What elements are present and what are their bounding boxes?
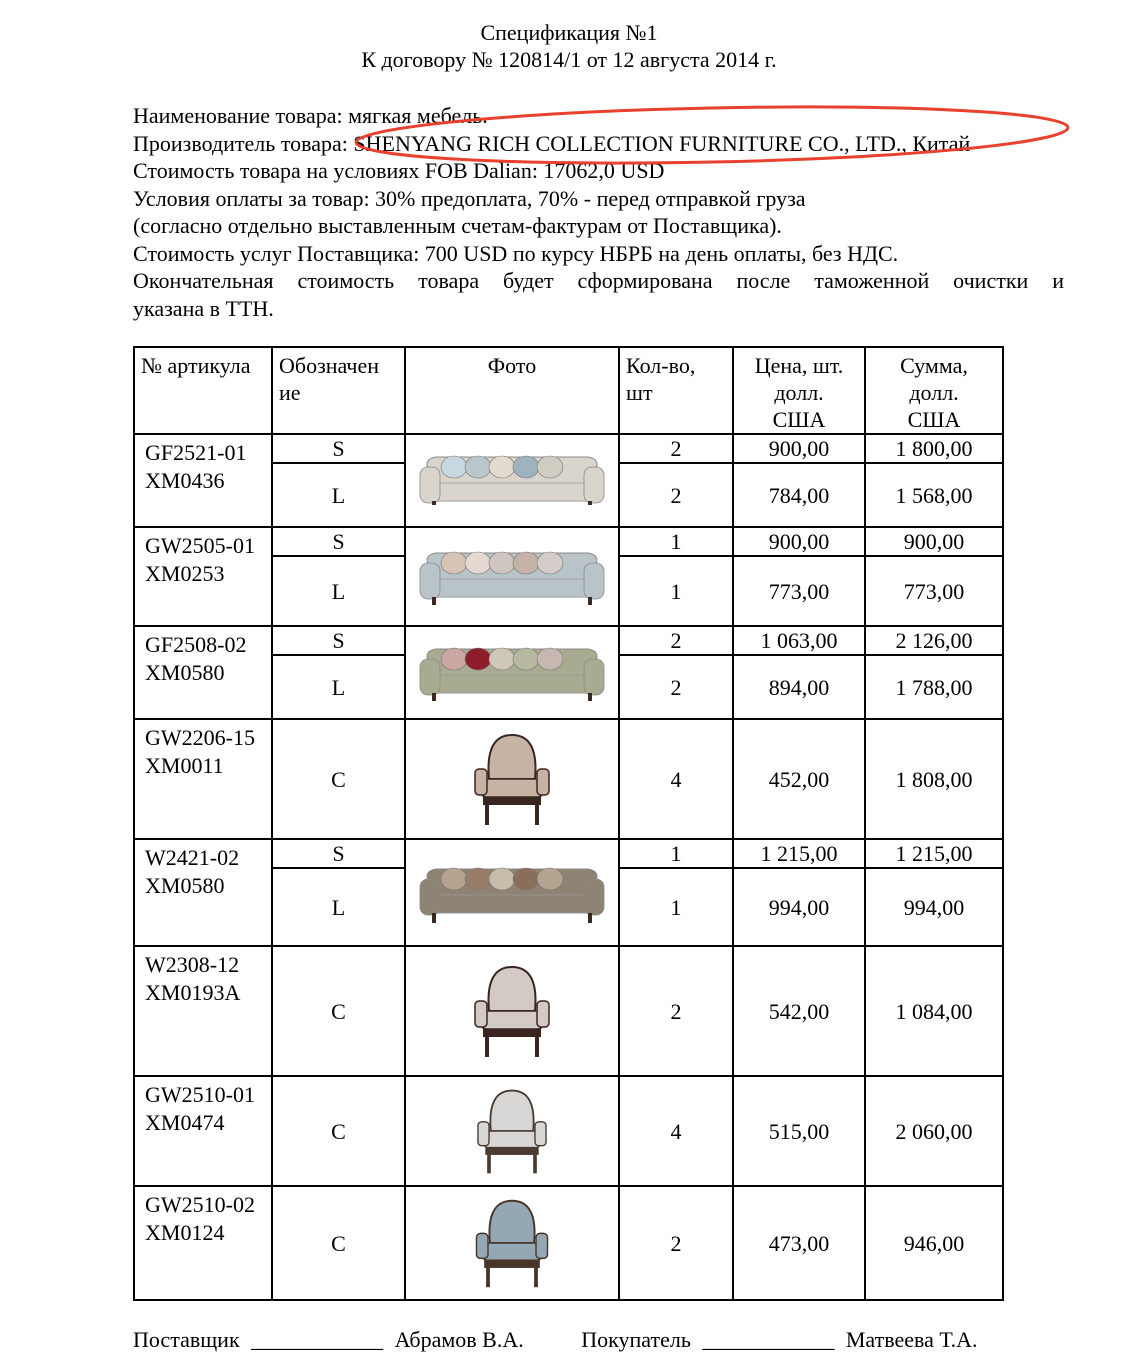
sum-cell: 2 126,00 (865, 626, 1003, 655)
article-code: GW2510-02 (145, 1192, 255, 1217)
article-cell (134, 1076, 272, 1186)
supplier-name: Абрамов В.А. (394, 1327, 524, 1352)
sum-cell: 773,00 (865, 556, 1003, 626)
designation-cell: S (272, 839, 405, 868)
specification-table (133, 346, 1004, 1301)
quantity-cell: 1 (619, 527, 733, 556)
photo-cell (405, 1186, 619, 1300)
payment-terms-line: Условия оплаты за товар: 30% предоплата, 70% - перед отправкой груза (133, 185, 806, 211)
article-model: XM0580 (145, 873, 225, 898)
article-cell (134, 626, 272, 719)
photo-cell (405, 839, 619, 946)
supplier-label: Поставщик (133, 1327, 240, 1352)
buyer-signature-line: ____________ (702, 1327, 835, 1352)
armchair-silver-icon (406, 1085, 618, 1177)
header-quantity: Кол-во, шт (619, 347, 733, 434)
sofa-blue-icon (406, 535, 618, 619)
photo-cell (405, 946, 619, 1076)
designation-cell: C (272, 1076, 405, 1186)
manufacturer-label: Производитель товара: (133, 130, 348, 156)
buyer-name: Матвеева Т.А. (845, 1327, 978, 1352)
price-cell: 773,00 (733, 556, 865, 626)
quantity-cell: 2 (619, 1186, 733, 1300)
header-article: № артикула (134, 347, 272, 434)
article-code: W2308-12 (145, 952, 240, 977)
sum-cell: 1 568,00 (865, 463, 1003, 527)
header-photo: Фото (405, 347, 619, 434)
article-cell (134, 527, 272, 626)
designation-cell: C (272, 1186, 405, 1300)
quantity-cell: 2 (619, 655, 733, 719)
armchair-striped-icon (406, 727, 618, 831)
article-code: GF2521-01 (145, 440, 247, 465)
table-row (134, 1076, 1003, 1186)
article-model: XM0474 (145, 1110, 225, 1135)
price-cell: 894,00 (733, 655, 865, 719)
quantity-cell: 2 (619, 946, 733, 1076)
photo-cell (405, 434, 619, 527)
sum-cell: 1 800,00 (865, 434, 1003, 463)
designation-cell: L (272, 655, 405, 719)
buyer-label: Покупатель (581, 1327, 691, 1352)
header-price: Цена, шт. долл. США (733, 347, 865, 434)
table-row (134, 1186, 1003, 1300)
quantity-cell: 1 (619, 556, 733, 626)
article-model: XM0253 (145, 561, 225, 586)
article-cell (134, 1186, 272, 1300)
document-title: Спецификация №1 (480, 20, 658, 45)
sum-cell: 1 808,00 (865, 719, 1003, 839)
sofa-green-icon (406, 631, 618, 715)
final-cost-line-2: указана в ТТН. (133, 295, 274, 321)
quantity-cell: 2 (619, 434, 733, 463)
price-cell: 515,00 (733, 1076, 865, 1186)
table-row (134, 626, 1003, 655)
header-sum: Сумма, долл. США (865, 347, 1003, 434)
final-cost-line: Окончательная стоимость товара будет сформирована после таможенной очистки и (133, 268, 1064, 293)
price-cell: 473,00 (733, 1186, 865, 1300)
article-model: XM0436 (145, 468, 225, 493)
article-cell (134, 839, 272, 946)
designation-cell: S (272, 527, 405, 556)
table-row (134, 527, 1003, 556)
quantity-cell: 1 (619, 839, 733, 868)
photo-cell (405, 626, 619, 719)
article-model: XM0193A (145, 980, 241, 1005)
price-cell: 452,00 (733, 719, 865, 839)
table-header-row (134, 347, 1003, 434)
product-name-line: Наименование товара: мягкая мебель. (133, 103, 488, 128)
sum-cell: 1 788,00 (865, 655, 1003, 719)
cost-line: Стоимость товара на условиях FOB Dalian: 17062,0 USD (133, 158, 665, 183)
price-cell: 900,00 (733, 527, 865, 556)
product-info (133, 102, 1064, 322)
article-cell (134, 719, 272, 839)
photo-cell (405, 1076, 619, 1186)
designation-cell: L (272, 556, 405, 626)
article-model: XM0580 (145, 660, 225, 685)
designation-cell: S (272, 434, 405, 463)
sum-cell: 900,00 (865, 527, 1003, 556)
article-model: XM0124 (145, 1220, 225, 1245)
article-cell (134, 434, 272, 527)
sofa-carved-icon (406, 851, 618, 935)
quantity-cell: 4 (619, 1076, 733, 1186)
supplier-signature-line: ____________ (251, 1327, 384, 1352)
sum-cell: 1 084,00 (865, 946, 1003, 1076)
quantity-cell: 2 (619, 626, 733, 655)
sum-cell: 946,00 (865, 1186, 1003, 1300)
price-cell: 994,00 (733, 868, 865, 946)
sofa-light-icon (406, 439, 618, 523)
quantity-cell: 1 (619, 868, 733, 946)
article-model: XM0011 (145, 753, 224, 778)
sum-cell: 1 215,00 (865, 839, 1003, 868)
payment-note-line: (согласно отдельно выставленным счетам-фактурам от Поставщика). (133, 213, 782, 238)
sum-cell: 994,00 (865, 868, 1003, 946)
table-row (134, 946, 1003, 1076)
quantity-cell: 4 (619, 719, 733, 839)
armchair-blue-icon (406, 1195, 618, 1291)
price-cell: 542,00 (733, 946, 865, 1076)
sum-cell: 2 060,00 (865, 1076, 1003, 1186)
article-code: GW2505-01 (145, 533, 255, 558)
table-row (134, 839, 1003, 868)
photo-cell (405, 527, 619, 626)
designation-cell: S (272, 626, 405, 655)
table-row (134, 719, 1003, 839)
designation-cell: C (272, 946, 405, 1076)
article-code: GW2510-01 (145, 1082, 255, 1107)
article-code: GW2206-15 (145, 725, 255, 750)
signature-footer (133, 1325, 1033, 1355)
article-code: W2421-02 (145, 845, 240, 870)
manufacturer-value: SHENYANG RICH COLLECTION FURNITURE CO., LTD., Китай (353, 130, 971, 156)
services-cost-line: Стоимость услуг Поставщика: 700 USD по курсу НБРБ на день оплаты, без НДС. (133, 240, 899, 266)
photo-cell (405, 719, 619, 839)
manufacturer-line (133, 130, 1064, 158)
designation-cell: L (272, 868, 405, 946)
price-cell: 1 063,00 (733, 626, 865, 655)
price-cell: 784,00 (733, 463, 865, 527)
article-cell (134, 946, 272, 1076)
designation-cell: L (272, 463, 405, 527)
price-cell: 1 215,00 (733, 839, 865, 868)
article-code: GF2508-02 (145, 632, 247, 657)
document-subtitle: К договору № 120814/1 от 12 августа 2014 г. (361, 47, 777, 72)
header-designation: Обозначен ие (272, 347, 405, 434)
designation-cell: C (272, 719, 405, 839)
price-cell: 900,00 (733, 434, 865, 463)
quantity-cell: 2 (619, 463, 733, 527)
armchair-tufted-icon (406, 955, 618, 1067)
table-row (134, 434, 1003, 463)
